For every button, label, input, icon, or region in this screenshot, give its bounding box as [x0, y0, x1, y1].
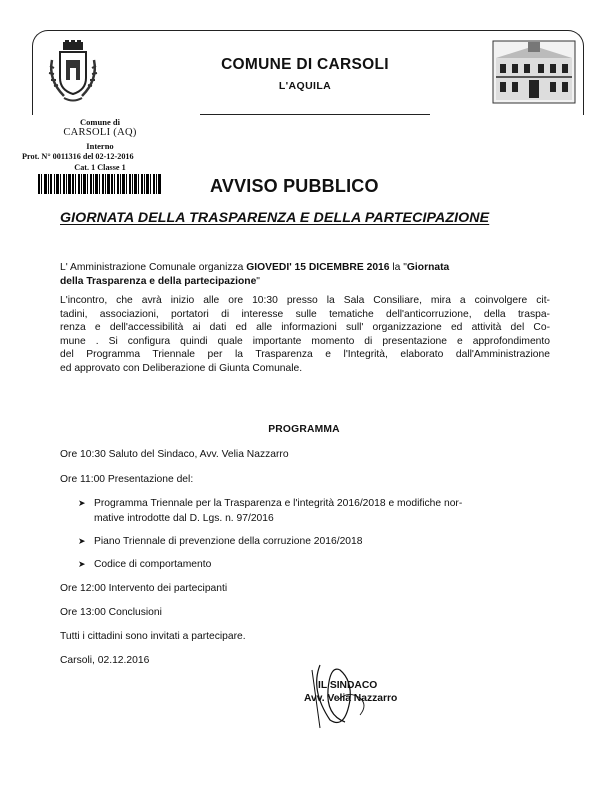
programma-item-1300: Ore 13:00 Conclusioni [60, 607, 162, 618]
province-name: L'AQUILA [278, 80, 332, 92]
stamp-line-interno: Interno [86, 141, 114, 151]
intro-date: GIOVEDI' 15 DICEMBRE 2016 [246, 262, 390, 273]
paragraph-line: ed approvato con Deliberazione di Giunta Comunale. [60, 362, 303, 374]
signature-title: IL SINDACO [318, 680, 378, 691]
programma-bullet-1 [78, 498, 463, 509]
bullet-1-line-1: Programma Triennale per la Trasparenza e l'integrità 2016/2018 e modifiche nor- [94, 498, 463, 509]
intro-event-line1: Giornata [406, 262, 450, 273]
paragraph-line: L'incontro, che avrà inizio alle ore 10:30 presso la Sala Consiliare, mira a coinvolgere cit- [60, 295, 550, 306]
intro-suffix: " [256, 275, 260, 287]
intro-prefix: L' Amministrazione Comunale organizza [60, 262, 244, 273]
barcode-icon [38, 174, 162, 194]
event-title: GIORNATA DELLA TRASPARENZA E DELLA PARTECIPAZIONE [60, 210, 490, 226]
arrow-bullet-icon: ➤ [78, 536, 86, 546]
signature-name: Avv. Velia Nazzarro [304, 693, 398, 704]
paragraph-line: tadini, associazioni, portatori di interesse sulle tematiche dell'anticorruzione, della traspa- [60, 308, 550, 320]
programma-item-1200: Ore 12:00 Intervento dei partecipanti [60, 583, 228, 594]
paragraph-line: renza e dell'accessibilità ai dati ed alle informazioni sull' organizzazione ed attività del Co- [60, 322, 550, 333]
intro-middle: la " [392, 262, 407, 273]
bullet-1-line-2: mative introdotte dal D. Lgs. n. 97/2016 [94, 513, 274, 524]
header-rule [200, 114, 430, 115]
municipality-name: COMUNE DI CARSOLI [221, 56, 389, 73]
description-paragraph [60, 294, 550, 375]
programma-bullet-2 [78, 536, 363, 547]
stamp-line-carsoli: CARSOLI (AQ) [63, 127, 137, 138]
stamp-category: Cat. 1 Classe 1 [74, 163, 126, 172]
arrow-bullet-icon: ➤ [78, 559, 86, 569]
paragraph-line: mune . Si configura quindi quale importante momento di presentazione e approfondimento [60, 335, 550, 347]
programma-item-1030: Ore 10:30 Saluto del Sindaco, Avv. Velia Nazzarro [60, 449, 289, 460]
paragraph-line: del Programma Triennale per la Trasparenza e l'Integrità, elaborato dall'Amministrazione [60, 349, 550, 360]
notice-title: AVVISO PUBBLICO [210, 176, 379, 196]
programma-item-1100: Ore 11:00 Presentazione del: [60, 474, 194, 485]
bullet-3-text: Codice di comportamento [94, 559, 212, 570]
bullet-2-text: Piano Triennale di prevenzione della corruzione 2016/2018 [94, 536, 363, 547]
closing-invitation: Tutti i cittadini sono invitati a partecipare. [60, 631, 246, 642]
intro-paragraph [60, 261, 560, 288]
programma-bullet-3 [78, 559, 212, 570]
town-hall-building-icon [492, 40, 576, 104]
arrow-bullet-icon: ➤ [78, 498, 86, 508]
programma-heading: PROGRAMMA [268, 424, 340, 435]
stamp-protocol-number: Prot. N° 0011316 del 02-12-2016 [22, 152, 134, 161]
municipal-crest-icon [46, 40, 100, 104]
place-and-date: Carsoli, 02.12.2016 [60, 655, 150, 666]
stamp-line-comune: Comune di [80, 117, 120, 127]
intro-event-line2: della Trasparenza e della partecipazione [60, 275, 257, 287]
